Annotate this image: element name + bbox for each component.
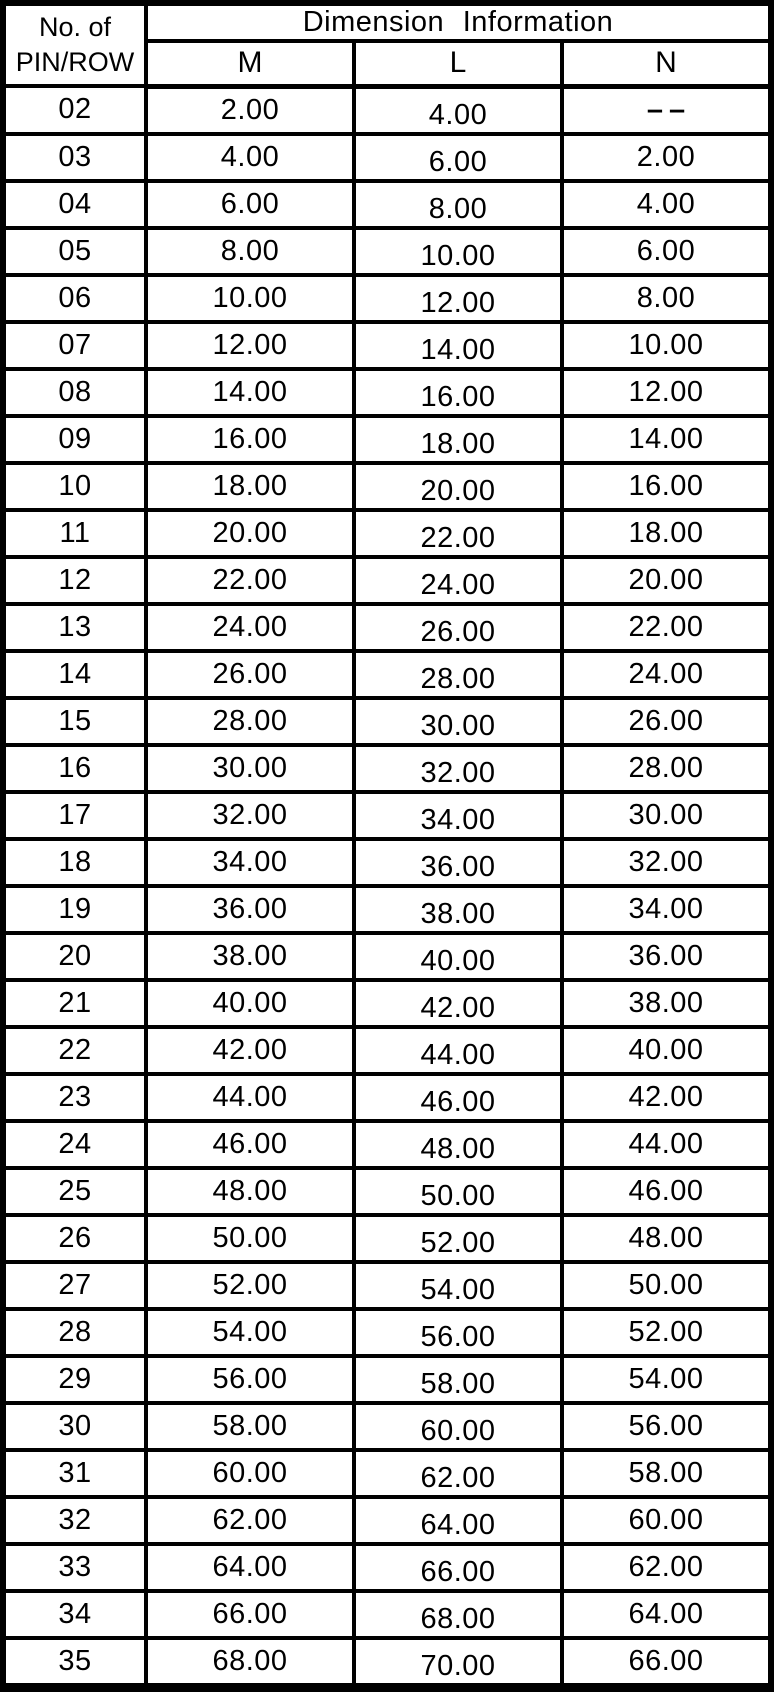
- cell-n: 26.00: [562, 698, 771, 745]
- cell-pin: 09: [3, 416, 146, 463]
- cell-pin: 30: [3, 1403, 146, 1450]
- table-row: [3, 181, 771, 228]
- column-header-m: M: [146, 41, 354, 86]
- cell-n: 66.00: [562, 1638, 771, 1688]
- cell-pin: 06: [3, 275, 146, 322]
- cell-l: 6.00: [354, 134, 562, 181]
- cell-m: 24.00: [146, 604, 354, 651]
- cell-pin: 29: [3, 1356, 146, 1403]
- cell-n: 2.00: [562, 134, 771, 181]
- table-row: [3, 1638, 771, 1688]
- cell-pin: 24: [3, 1121, 146, 1168]
- cell-pin: 17: [3, 792, 146, 839]
- cell-l: 18.00: [354, 416, 562, 463]
- cell-l: 22.00: [354, 510, 562, 557]
- cell-m: 30.00: [146, 745, 354, 792]
- cell-n: 46.00: [562, 1168, 771, 1215]
- cell-m: 38.00: [146, 933, 354, 980]
- table-row: [3, 1121, 771, 1168]
- cell-n: 20.00: [562, 557, 771, 604]
- cell-n: ––: [562, 86, 771, 134]
- cell-n: 62.00: [562, 1544, 771, 1591]
- table-row: [3, 1356, 771, 1403]
- cell-l: 20.00: [354, 463, 562, 510]
- cell-l: 66.00: [354, 1544, 562, 1591]
- table-row: [3, 745, 771, 792]
- cell-m: 60.00: [146, 1450, 354, 1497]
- cell-m: 36.00: [146, 886, 354, 933]
- cell-m: 14.00: [146, 369, 354, 416]
- cell-l: 48.00: [354, 1121, 562, 1168]
- cell-pin: 27: [3, 1262, 146, 1309]
- cell-n: 44.00: [562, 1121, 771, 1168]
- cell-m: 8.00: [146, 228, 354, 275]
- cell-m: 66.00: [146, 1591, 354, 1638]
- cell-n: 18.00: [562, 510, 771, 557]
- cell-l: 36.00: [354, 839, 562, 886]
- cell-m: 12.00: [146, 322, 354, 369]
- table-row: [3, 510, 771, 557]
- table-row: [3, 463, 771, 510]
- cell-pin: 18: [3, 839, 146, 886]
- cell-m: 40.00: [146, 980, 354, 1027]
- cell-n: 30.00: [562, 792, 771, 839]
- cell-l: 54.00: [354, 1262, 562, 1309]
- cell-l: 34.00: [354, 792, 562, 839]
- cell-pin: 34: [3, 1591, 146, 1638]
- cell-m: 50.00: [146, 1215, 354, 1262]
- cell-l: 42.00: [354, 980, 562, 1027]
- cell-m: 44.00: [146, 1074, 354, 1121]
- cell-n: 6.00: [562, 228, 771, 275]
- cell-l: 70.00: [354, 1638, 562, 1688]
- cell-m: 26.00: [146, 651, 354, 698]
- cell-l: 10.00: [354, 228, 562, 275]
- cell-l: 8.00: [354, 181, 562, 228]
- cell-n: 22.00: [562, 604, 771, 651]
- cell-l: 46.00: [354, 1074, 562, 1121]
- cell-m: 6.00: [146, 181, 354, 228]
- cell-m: 32.00: [146, 792, 354, 839]
- cell-m: 22.00: [146, 557, 354, 604]
- cell-pin: 14: [3, 651, 146, 698]
- cell-m: 46.00: [146, 1121, 354, 1168]
- table-row: [3, 416, 771, 463]
- cell-n: 36.00: [562, 933, 771, 980]
- cell-l: 64.00: [354, 1497, 562, 1544]
- cell-l: 28.00: [354, 651, 562, 698]
- pin-header-line2: PIN/ROW: [15, 47, 135, 77]
- cell-m: 64.00: [146, 1544, 354, 1591]
- table-row: [3, 1403, 771, 1450]
- cell-n: 10.00: [562, 322, 771, 369]
- cell-l: 56.00: [354, 1309, 562, 1356]
- cell-m: 48.00: [146, 1168, 354, 1215]
- cell-n: 48.00: [562, 1215, 771, 1262]
- table-row: [3, 886, 771, 933]
- cell-l: 16.00: [354, 369, 562, 416]
- column-header-n: N: [562, 41, 771, 86]
- cell-l: 60.00: [354, 1403, 562, 1450]
- cell-pin: 21: [3, 980, 146, 1027]
- column-header-l: L: [354, 41, 562, 86]
- cell-pin: 02: [3, 86, 146, 134]
- table-body: [3, 86, 771, 1687]
- table-row: [3, 1215, 771, 1262]
- cell-pin: 13: [3, 604, 146, 651]
- cell-m: 2.00: [146, 86, 354, 134]
- cell-n: 56.00: [562, 1403, 771, 1450]
- cell-pin: 33: [3, 1544, 146, 1591]
- cell-n: 38.00: [562, 980, 771, 1027]
- cell-pin: 07: [3, 322, 146, 369]
- cell-pin: 35: [3, 1638, 146, 1688]
- cell-n: 60.00: [562, 1497, 771, 1544]
- cell-m: 34.00: [146, 839, 354, 886]
- cell-l: 38.00: [354, 886, 562, 933]
- cell-l: 30.00: [354, 698, 562, 745]
- table-row: [3, 275, 771, 322]
- cell-m: 10.00: [146, 275, 354, 322]
- cell-pin: 03: [3, 134, 146, 181]
- table-header: [3, 3, 771, 86]
- cell-l: 52.00: [354, 1215, 562, 1262]
- table-row: [3, 839, 771, 886]
- table-row: [3, 228, 771, 275]
- cell-pin: 25: [3, 1168, 146, 1215]
- cell-n: 54.00: [562, 1356, 771, 1403]
- cell-pin: 04: [3, 181, 146, 228]
- table-row: [3, 1544, 771, 1591]
- pin-header-line1: No. of: [38, 12, 112, 42]
- cell-pin: 12: [3, 557, 146, 604]
- cell-l: 40.00: [354, 933, 562, 980]
- cell-n: 4.00: [562, 181, 771, 228]
- table-row: [3, 698, 771, 745]
- cell-pin: 31: [3, 1450, 146, 1497]
- cell-n: 42.00: [562, 1074, 771, 1121]
- cell-m: 4.00: [146, 134, 354, 181]
- cell-m: 28.00: [146, 698, 354, 745]
- pin-row-header: [3, 3, 146, 86]
- cell-m: 62.00: [146, 1497, 354, 1544]
- cell-l: 12.00: [354, 275, 562, 322]
- table-row: [3, 1074, 771, 1121]
- cell-n: 50.00: [562, 1262, 771, 1309]
- cell-pin: 26: [3, 1215, 146, 1262]
- cell-n: 14.00: [562, 416, 771, 463]
- table-row: [3, 1309, 771, 1356]
- cell-l: 50.00: [354, 1168, 562, 1215]
- table-row: [3, 651, 771, 698]
- cell-m: 54.00: [146, 1309, 354, 1356]
- cell-n: 12.00: [562, 369, 771, 416]
- table-row: [3, 1450, 771, 1497]
- cell-m: 16.00: [146, 416, 354, 463]
- cell-m: 58.00: [146, 1403, 354, 1450]
- cell-pin: 32: [3, 1497, 146, 1544]
- table-row: [3, 792, 771, 839]
- cell-pin: 22: [3, 1027, 146, 1074]
- table-row: [3, 1168, 771, 1215]
- cell-pin: 19: [3, 886, 146, 933]
- table-row: [3, 86, 771, 134]
- cell-n: 8.00: [562, 275, 771, 322]
- cell-m: 68.00: [146, 1638, 354, 1688]
- table-row: [3, 369, 771, 416]
- cell-n: 34.00: [562, 886, 771, 933]
- table-row: [3, 134, 771, 181]
- table-row: [3, 1497, 771, 1544]
- table-row: [3, 1027, 771, 1074]
- cell-l: 58.00: [354, 1356, 562, 1403]
- cell-pin: 16: [3, 745, 146, 792]
- cell-n: 32.00: [562, 839, 771, 886]
- cell-l: 32.00: [354, 745, 562, 792]
- group-header-row: [3, 3, 771, 41]
- cell-m: 20.00: [146, 510, 354, 557]
- cell-m: 56.00: [146, 1356, 354, 1403]
- cell-m: 18.00: [146, 463, 354, 510]
- cell-l: 14.00: [354, 322, 562, 369]
- cell-pin: 08: [3, 369, 146, 416]
- cell-pin: 05: [3, 228, 146, 275]
- cell-pin: 10: [3, 463, 146, 510]
- cell-l: 44.00: [354, 1027, 562, 1074]
- cell-l: 68.00: [354, 1591, 562, 1638]
- table-row: [3, 322, 771, 369]
- cell-l: 62.00: [354, 1450, 562, 1497]
- cell-pin: 28: [3, 1309, 146, 1356]
- cell-n: 16.00: [562, 463, 771, 510]
- table-row: [3, 933, 771, 980]
- cell-n: 40.00: [562, 1027, 771, 1074]
- cell-l: 4.00: [354, 86, 562, 134]
- cell-n: 64.00: [562, 1591, 771, 1638]
- table-row: [3, 1591, 771, 1638]
- cell-pin: 20: [3, 933, 146, 980]
- cell-n: 24.00: [562, 651, 771, 698]
- cell-pin: 15: [3, 698, 146, 745]
- table-row: [3, 557, 771, 604]
- dimension-information-header: Dimension Information: [146, 3, 771, 41]
- cell-m: 42.00: [146, 1027, 354, 1074]
- cell-l: 26.00: [354, 604, 562, 651]
- table-row: [3, 980, 771, 1027]
- cell-n: 52.00: [562, 1309, 771, 1356]
- cell-l: 24.00: [354, 557, 562, 604]
- cell-pin: 23: [3, 1074, 146, 1121]
- cell-pin: 11: [3, 510, 146, 557]
- cell-n: 28.00: [562, 745, 771, 792]
- table-row: [3, 1262, 771, 1309]
- cell-n: 58.00: [562, 1450, 771, 1497]
- table-row: [3, 604, 771, 651]
- cell-m: 52.00: [146, 1262, 354, 1309]
